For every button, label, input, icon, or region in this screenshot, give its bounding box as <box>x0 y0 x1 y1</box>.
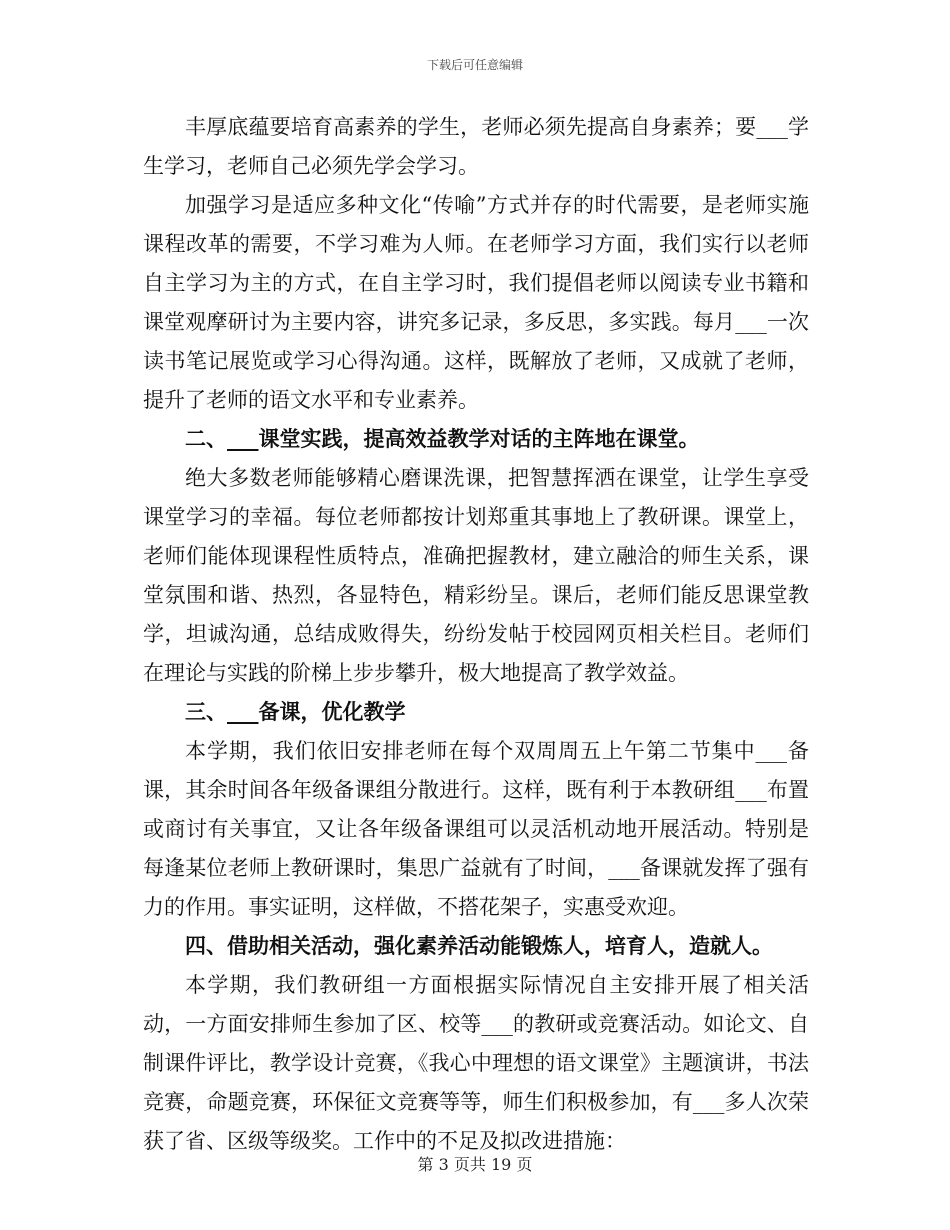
section-heading: 二、___课堂实践，提高效益教学对话的主阵地在课堂。 <box>185 427 700 451</box>
section-heading: 四、借助相关活动，强化素养活动能锻炼人，培育人，造就人。 <box>185 934 773 958</box>
body-paragraph: 本学期，我们教研组一方面根据实际情况自主安排开展了相关活动，一方面安排师生参加了区、校等___的教研或竞赛活动。如论文、自制课件评比，教学设计竞赛，《我心中理想的语文课堂》主题演讲，书法竞赛，命题竞赛，环保征文竞赛等等，师生们积极参加，有___多人次荣获了省、区级等级奖。工作中的不足及拟改进措施： <box>143 973 809 1153</box>
body-paragraph: 本学期，我们依旧安排老师在每个双周周五上午第二节集中___备课，其余时间各年级备课组分散进行。这样，既有利于本教研组___布置或商讨有关事宜，又让各年级备课组可以灵活机动地开展活动。特别是每逢某位老师上教研课时，集思广益就有了时间，___备课就发挥了强有力的作用。事实证明，这样做，不搭花架子，实惠受欢迎。 <box>143 739 809 919</box>
body-paragraph: 丰厚底蕴要培育高素养的学生，老师必须先提高自身素养；要___学生学习，老师自己必须先学会学习。 <box>143 115 809 178</box>
document-body <box>143 108 809 1161</box>
body-paragraph: 加强学习是适应多种文化“传喻”方式并存的时代需要，是老师实施课程改革的需要，不学习难为人师。在老师学习方面，我们实行以老师自主学习为主的方式，在自主学习时，我们提倡老师以阅读专业书籍和课堂观摩研讨为主要内容，讲究多记录，多反思，多实践。每月___一次读书笔记展览或学习心得沟通。这样，既解放了老师，又成就了老师，提升了老师的语文水平和专业素养。 <box>143 193 809 412</box>
page-number: 第 3 页共 19 页 <box>417 1155 533 1174</box>
page-header: 下载后可任意编辑 <box>426 58 523 72</box>
section-heading: 三、___备课，优化教学 <box>185 700 406 724</box>
body-paragraph: 绝大多数老师能够精心磨课洗课，把智慧挥洒在课堂，让学生享受课堂学习的幸福。每位老师都按计划郑重其事地上了教研课。课堂上，老师们能体现课程性质特点，准确把握教材，建立融洽的师生关系，课堂氛围和谐、热烈，各显特色，精彩纷呈。课后，老师们能反思课堂教学，坦诚沟通，总结成败得失，纷纷发帖于校园网页相关栏目。老师们在理论与实践的阶梯上步步攀升，极大地提高了教学效益。 <box>143 466 809 685</box>
